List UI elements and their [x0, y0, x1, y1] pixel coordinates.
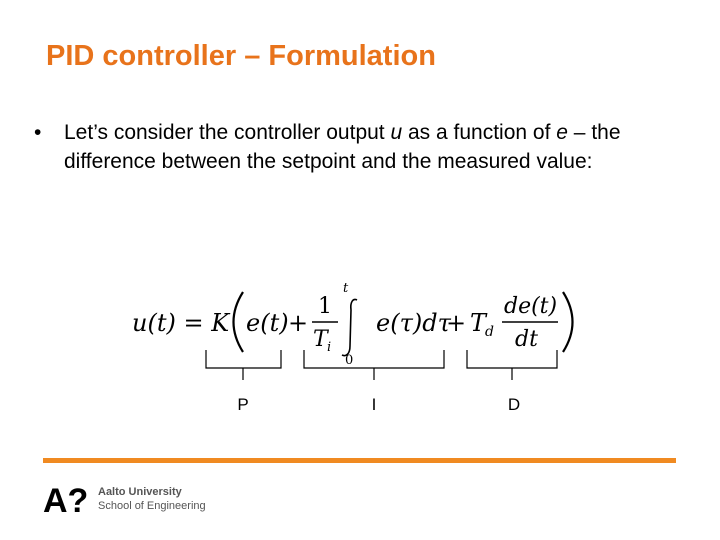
formula-right-paren: [563, 292, 573, 352]
formula-derivative-numerator: de(t): [504, 294, 558, 319]
term-label-d: D: [507, 395, 521, 414]
formula-u-of-t: u(t) = K: [132, 309, 230, 337]
bullet-text-part-1: Let’s consider the controller output: [64, 121, 391, 144]
formula-integral-upper: t: [343, 281, 349, 296]
underbrace-i: [304, 350, 444, 380]
underbrace-d: [467, 350, 557, 380]
bullet-text-part-3: – the difference between the setpoint and the measured value:: [64, 121, 621, 173]
logo-school-name: School of Engineering: [98, 500, 206, 512]
footer-divider: [43, 458, 676, 463]
formula-fraction-denominator: T: [313, 327, 328, 352]
bullet-item: [34, 118, 694, 176]
formula-fraction-denominator-sub: i: [327, 340, 332, 355]
bullet-marker: •: [34, 121, 42, 144]
formula-left-paren: [234, 292, 244, 352]
formula-plus-1: +: [288, 309, 309, 337]
underbrace-p: [206, 350, 281, 380]
formula-Td: T: [470, 309, 487, 337]
logo-university-name: Aalto University: [98, 486, 182, 498]
svg-text:A?: A?: [43, 482, 89, 516]
variable-e: e: [556, 121, 568, 144]
term-label-p: P: [237, 395, 249, 414]
formula-fraction-numerator: 1: [318, 294, 332, 319]
variable-u: u: [390, 121, 403, 144]
slide-title: PID controller – Formulation: [46, 40, 436, 72]
formula-e-of-t: e(t): [246, 309, 289, 337]
formula-integral-lower: 0: [345, 353, 354, 368]
formula-Td-sub: d: [485, 324, 494, 340]
term-label-i: I: [371, 395, 377, 414]
formula-integral-sign: [342, 299, 357, 355]
bullet-text: [64, 118, 694, 176]
aalto-logo-mark: [43, 482, 93, 516]
formula-plus-2: +: [446, 309, 467, 337]
aalto-logo: [43, 482, 93, 521]
bullet-text-part-2: as a function of: [402, 121, 557, 144]
formula-integrand: e(τ)dτ: [376, 309, 451, 337]
formula-derivative-denominator: dt: [515, 327, 538, 352]
